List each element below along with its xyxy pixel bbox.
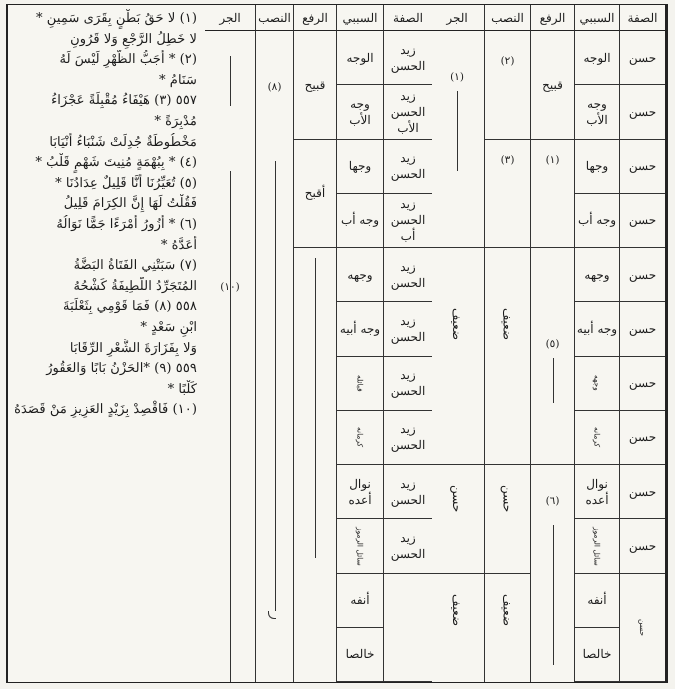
sifa-cell: زيد الحسن أب bbox=[383, 194, 432, 248]
sababi-cell: كرمانه bbox=[574, 411, 619, 465]
sifa-cell: حسن bbox=[619, 302, 665, 356]
sifa-cell: زيد الحسن bbox=[383, 357, 432, 411]
jarr-span bbox=[205, 31, 255, 682]
header-sifa: الصفة bbox=[619, 5, 665, 31]
sababi-cell: وجها bbox=[336, 140, 383, 194]
sifa-cell: زيد الحسن الأب bbox=[383, 85, 432, 139]
header-nasb: النصب bbox=[255, 5, 293, 31]
sifa-cell: حسن bbox=[619, 519, 665, 573]
header-raf: الرفع bbox=[530, 5, 574, 31]
sifa-cell: حسن bbox=[619, 357, 665, 411]
sifa-cell: حسن bbox=[619, 194, 665, 248]
header-sababi: السببي bbox=[574, 5, 619, 31]
sababi-cell: وجهه bbox=[574, 248, 619, 302]
jarr-span bbox=[430, 574, 484, 683]
sababi-cell: أنفه bbox=[336, 574, 383, 628]
raf-mark: (٦) bbox=[545, 495, 560, 507]
sifa-cell: حسن bbox=[619, 85, 665, 139]
sababi-cell: نوال أعده bbox=[574, 465, 619, 519]
header-sababi: السببي bbox=[336, 5, 383, 31]
sifa-cell: حسن bbox=[619, 31, 665, 85]
sababi-cell: الوجه bbox=[574, 31, 619, 85]
sababi-cell: وجه أب bbox=[336, 194, 383, 248]
header-raf: الرفع bbox=[293, 5, 336, 31]
sifa-cell: زيد الحسن bbox=[383, 31, 432, 85]
nasb-span bbox=[255, 31, 293, 682]
sifa-cell: زيد الحسن bbox=[383, 519, 432, 573]
nasb-verdict: ضعيف bbox=[500, 308, 515, 341]
jarr-mark: (١٠) bbox=[220, 281, 240, 293]
nasb-mark: (٣) bbox=[500, 153, 515, 166]
raf-span bbox=[530, 140, 574, 249]
raf-mark: (١) bbox=[545, 153, 560, 166]
verse-line: (٥) تُعَيِّرُنَا أَنَّا قَلِيلٌ عِدَادُنَا * bbox=[55, 175, 197, 191]
verse-line: ابْنِ سَعْدٍ * bbox=[140, 319, 197, 335]
verse-line: أَعَدَّهُ * bbox=[160, 237, 197, 253]
verse-line: (٧) سَبَتْنِي الفَتَاةُ البَضَّةُ bbox=[73, 258, 197, 274]
jarr-span bbox=[430, 248, 484, 465]
verse-line: (١) لا حَقُ بَطْنٍ بِقَرَى سَمِينِ * bbox=[36, 11, 197, 26]
verse-line: (٦) * أَزُورُ أَمْرَءًا جَمًّا نَوَالُهُ bbox=[56, 216, 197, 232]
sababi-cell: سائل الرموز bbox=[574, 519, 619, 573]
header-sifa: الصفة bbox=[383, 5, 432, 31]
sifa-cell: زيد الحسن bbox=[383, 302, 432, 356]
jarr-verdict: ضعيف bbox=[450, 308, 464, 341]
sifa-cell: حسن bbox=[619, 465, 665, 519]
sababi-cell: خالصا bbox=[336, 628, 383, 682]
verse-line: كَلْبًا * bbox=[167, 381, 197, 397]
nasb-span bbox=[484, 140, 530, 249]
nasb-verdict: ضعيف bbox=[500, 593, 515, 626]
sifa-cell-small: حسن bbox=[619, 574, 665, 683]
sifa-cell: حسن bbox=[619, 248, 665, 302]
nasb-span bbox=[484, 465, 530, 574]
verse-line: وَلا بِفَزَارَةَ الشُّعْرِ الرِّقَابَا bbox=[69, 340, 197, 356]
raf-span bbox=[293, 248, 336, 682]
nasb-span bbox=[484, 31, 530, 140]
header-nasb: النصب bbox=[484, 5, 530, 31]
verse-line: فَقُلْتُ لَهَا إِنَّ الكِرَامَ قَلِيلُ bbox=[63, 196, 197, 212]
nasb-span bbox=[484, 248, 530, 465]
verse-column bbox=[7, 5, 205, 682]
verse-line: ٥٥٨ (٨) فَمَا قَوْمِي بِثَعْلَبَةَ bbox=[63, 299, 197, 315]
book-page bbox=[6, 4, 668, 683]
sababi-cell: قبائله bbox=[336, 357, 383, 411]
verse-line: ٥٥٩ (٩) *الحَزْنُ بَابًا وَالعَقُورُ bbox=[46, 361, 197, 377]
nasb-mark: (٨) bbox=[267, 81, 282, 93]
sifa-cell-small bbox=[383, 574, 432, 683]
jarr-mark: (١) bbox=[450, 71, 464, 83]
jarr-verdict: ضعيف bbox=[450, 593, 464, 626]
sababi-cell: وجه الأب bbox=[574, 85, 619, 139]
nasb-span bbox=[484, 574, 530, 683]
verse-line: (٤) * بِبُهْمَةٍ مُنِيتَ شَهْمٍ قَلْبُ * bbox=[35, 155, 197, 171]
sababi-cell: وجهه bbox=[336, 248, 383, 302]
header-jarr: الجر bbox=[430, 5, 484, 31]
sifa-cell: زيد الحسن bbox=[383, 248, 432, 302]
sifa-cell: زيد الحسن bbox=[383, 140, 432, 194]
sababi-cell: وجه أب bbox=[574, 194, 619, 248]
verse-line: لا خَطِلُ الرَّجْعِ وَلا قَرُونِ bbox=[70, 31, 197, 47]
verse-line: مَخْطُوطَةٌ جُدِلَتْ شَنْبَاءُ أَنْيَابَا bbox=[49, 134, 197, 150]
verse-line: سَنَامُ * bbox=[159, 72, 197, 88]
table-right bbox=[205, 5, 432, 682]
raf-cell: قبيح bbox=[293, 31, 336, 140]
sababi-cell: الوجه bbox=[336, 31, 383, 85]
sababi-cell: وجه أبيه bbox=[574, 302, 619, 356]
raf-mark: (٥) bbox=[545, 338, 560, 350]
sifa-cell: زيد الحسن bbox=[383, 465, 432, 519]
tables-area bbox=[205, 5, 667, 682]
sifa-cell: حسن bbox=[619, 140, 665, 194]
sifa-cell: زيد الحسن bbox=[383, 411, 432, 465]
sababi-cell: أنفه bbox=[574, 574, 619, 628]
jarr-span bbox=[430, 465, 484, 574]
sababi-cell: وجه أبيه bbox=[336, 302, 383, 356]
verse-line: (١٠) فَاقْصِدْ بِزَيْدٍ العَزِيزِ مَنْ قَصَدَهُ bbox=[14, 402, 197, 418]
sababi-cell: سائل الرموز bbox=[336, 519, 383, 573]
sababi-cell: وجه الأب bbox=[336, 85, 383, 139]
sababi-cell: وجها bbox=[574, 140, 619, 194]
sifa-cell: حسن bbox=[619, 411, 665, 465]
header-jarr: الجر bbox=[205, 5, 255, 31]
jarr-span bbox=[430, 31, 484, 248]
nasb-verdict: حسن bbox=[500, 485, 515, 513]
raf-span bbox=[530, 465, 574, 682]
raf-cell: قبيح bbox=[530, 31, 574, 140]
verse-line: مُدْبِرَةً * bbox=[154, 113, 197, 129]
raf-span bbox=[530, 248, 574, 465]
sababi-cell: وجهه bbox=[574, 357, 619, 411]
verse-line: ٥٥٧ (٣) هَيْفَاءُ مُقْبِلَةً عَجْزَاءُ bbox=[51, 93, 197, 109]
verse-line: (٢) * أَجَبُّ الظَّهْرِ لَيْسَ لَهُ bbox=[59, 52, 197, 68]
jarr-verdict: حسن bbox=[450, 485, 464, 513]
verse-line: المُتَجَرِّدُ اللَّطِيفَةُ كَشْحُهُ bbox=[73, 278, 197, 294]
sababi-cell: نوال أعده bbox=[336, 465, 383, 519]
table-left bbox=[432, 5, 667, 682]
raf-cell: أقبح bbox=[293, 140, 336, 249]
sababi-cell: كرمانه bbox=[336, 411, 383, 465]
sababi-cell: خالصا bbox=[574, 628, 619, 682]
nasb-mark: (٢) bbox=[500, 55, 515, 67]
